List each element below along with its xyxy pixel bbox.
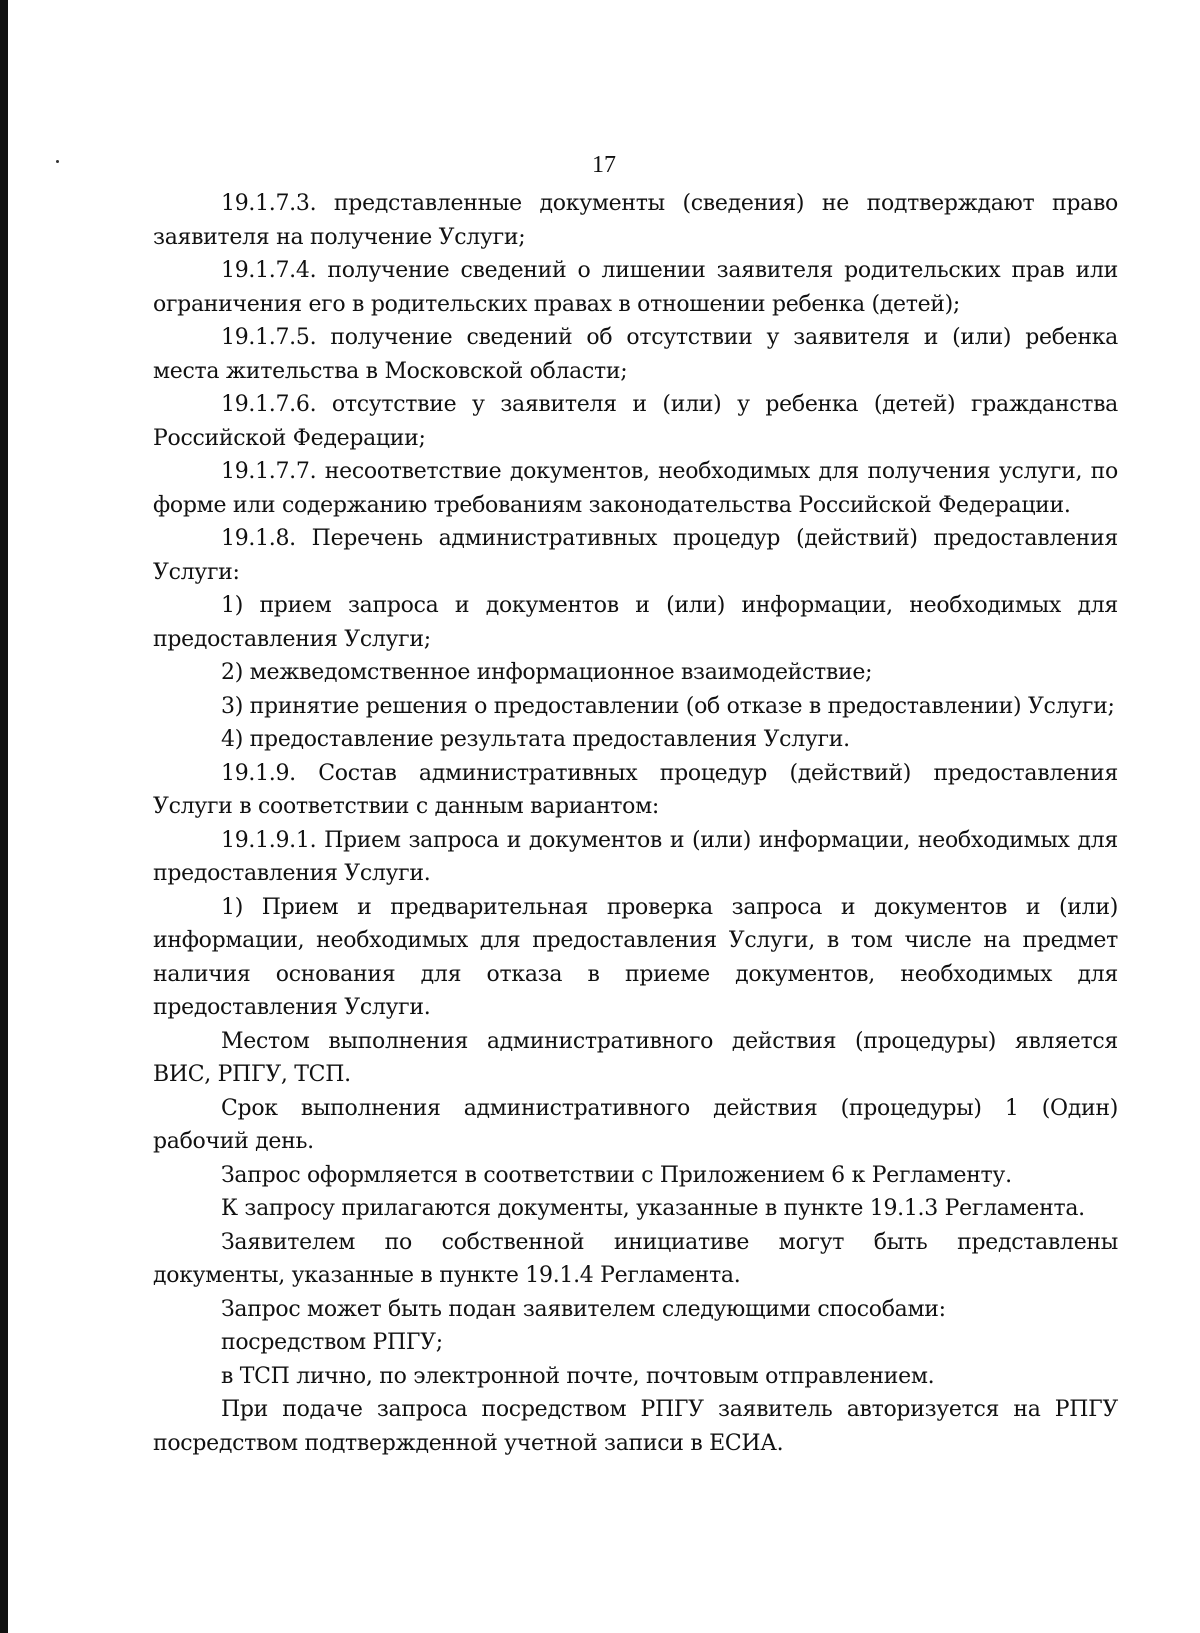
paragraph-own-initiative-documents: Заявителем по собственной инициативе могут быть представлены документы, указанные в пункте 19.1.4 Регламента.	[153, 1229, 1118, 1288]
submission-method-tsp: в ТСП лично, по электронной почте, почтовым отправлением.	[221, 1363, 935, 1389]
paragraph-19-1-7-5: 19.1.7.5. получение сведений об отсутствии у заявителя и (или) ребенка места жительства в Московской области;	[153, 325, 1118, 384]
submission-method-rpgu: посредством РПГУ;	[221, 1330, 443, 1355]
paragraph-request-form: Запрос оформляется в соответствии с Приложением 6 к Регламенту.	[221, 1162, 1012, 1188]
paragraph-19-1-9-1: 19.1.9.1. Прием запроса и документов и (или) информации, необходимых для предоставления Услуги.	[153, 827, 1118, 886]
paragraph-19-1-7-3: 19.1.7.3. представленные документы (сведения) не подтверждают право заявителя на получение Услуги;	[153, 191, 1118, 250]
document-body	[153, 187, 1118, 1460]
paragraph-19-1-7-4: 19.1.7.4. получение сведений о лишении заявителя родительских прав или ограничения его в родительских правах в отношении ребенка (детей);	[153, 258, 1118, 317]
list-item-2: 2) межведомственное информационное взаимодействие;	[221, 660, 873, 685]
paragraph-19-1-9: 19.1.9. Состав административных процедур (действий) предоставления Услуги в соответствии с данным вариантом:	[153, 760, 1118, 819]
paragraph-rpgu-authorization: При подаче запроса посредством РПГУ заявитель авторизуется на РПГУ посредством подтвержденной учетной записи в ЕСИА.	[153, 1397, 1118, 1456]
list-item-4: 4) предоставление результата предоставления Услуги.	[221, 727, 850, 752]
procedure-step-1: 1) Прием и предварительная проверка запроса и документов и (или) информации, необходимых для предоставления Услуги, в том числе на предмет наличия основания для отказа в приеме документов, необходимых для предоставления Услуги.	[153, 894, 1118, 1020]
paragraph-19-1-8: 19.1.8. Перечень административных процедур (действий) предоставления Услуги:	[153, 526, 1118, 585]
paragraph-19-1-7-7: 19.1.7.7. несоответствие документов, необходимых для получения услуги, по форме или содержанию требованиям законодательства Российской Федерации.	[153, 459, 1118, 518]
list-item-1: 1) прием запроса и документов и (или) информации, необходимых для предоставления Услуги;	[153, 593, 1118, 652]
paragraph-attached-documents: К запросу прилагаются документы, указанные в пункте 19.1.3 Регламента.	[221, 1196, 1085, 1221]
paragraph-submission-methods: Запрос может быть подан заявителем следующими способами:	[221, 1296, 946, 1322]
list-item-3: 3) принятие решения о предоставлении (об отказе в предоставлении) Услуги;	[221, 693, 1115, 719]
paragraph-19-1-7-6: 19.1.7.6. отсутствие у заявителя и (или) у ребенка (детей) гражданства Российской Федерации;	[153, 392, 1118, 451]
paragraph-execution-term: Срок выполнения административного действия (процедуры) 1 (Один) рабочий день.	[153, 1095, 1118, 1154]
page-number: 17	[592, 152, 616, 178]
paragraph-place-of-execution: Местом выполнения административного действия (процедуры) является ВИС, РПГУ, ТСП.	[153, 1028, 1118, 1087]
